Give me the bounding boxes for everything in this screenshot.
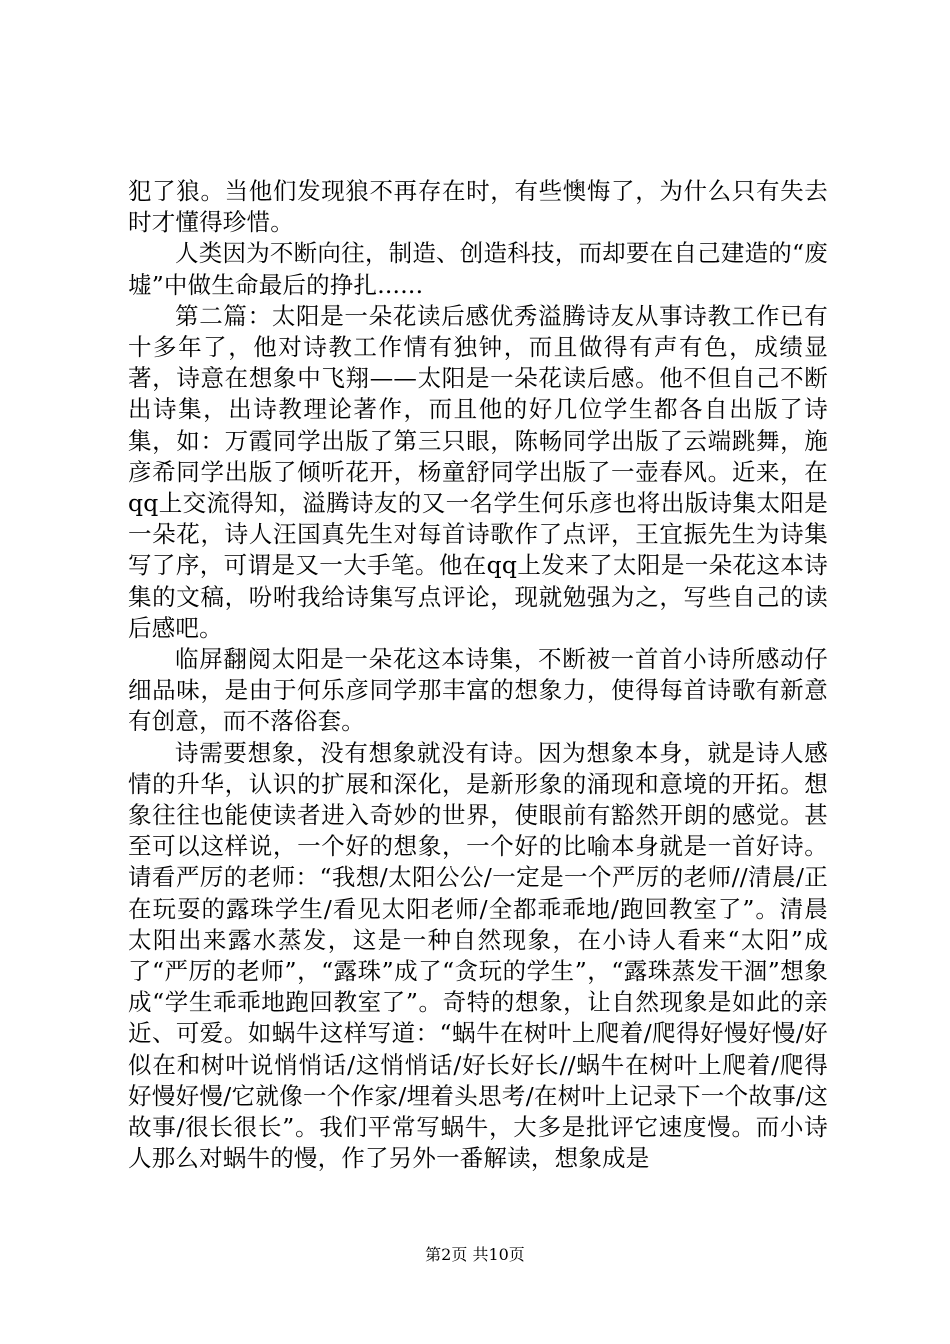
paragraph-4: 临屏翻阅太阳是一朵花这本诗集，不断被一首首小诗所感动仔细品味，是由于何乐彦同学那丰富的想象力，使得每首诗歌有新意有创意，而不落俗套。 [128, 645, 828, 736]
page-number-label: 第2页 共10页 [425, 1245, 525, 1264]
paragraph-3: 第二篇：太阳是一朵花读后感优秀溢腾诗友从事诗教工作已有十多年了，他对诗教工作情有独钟，而且做得有声有色，成绩显著，诗意在想象中飞翔——太阳是一朵花读后感。他不但自己不断出诗集，出诗教理论著作，而且他的好几位学生都各自出版了诗集，如：万霞同学出版了第三只眼，陈畅同学出版了云端跳舞，施彦希同学出版了倾听花开，杨童舒同学出版了一壶春风。近来，在qq上交流得知，溢腾诗友的又一名学生何乐彦也将出版诗集太阳是一朵花，诗人汪国真先生对每首诗歌作了点评，王宜振先生为诗集写了序，可谓是又一大手笔。他在qq上发来了太阳是一朵花这本诗集的文稿，吩咐我给诗集写点评论，现就勉强为之，写些自己的读后感吧。 [128, 301, 828, 642]
paragraph-5: 诗需要想象，没有想象就没有诗。因为想象本身，就是诗人感情的升华，认识的扩展和深化，是新形象的涌现和意境的开拓。想象往往也能使读者进入奇妙的世界，使眼前有豁然开朗的感觉。甚至可以这样说，一个好的想象，一个好的比喻本身就是一首好诗。请看严厉的老师：“我想/太阳公公/一定是一个严厉的老师//清晨/正在玩耍的露珠学生/看见太阳老师/全都乖乖地/跑回教室了”。清晨太阳出来露水蒸发，这是一种自然现象，在小诗人看来“太阳”成了“严厉的老师”，“露珠”成了“贪玩的学生”，“露珠蒸发干涸”想象成“学生乖乖地跑回教室了”。奇特的想象，让自然现象是如此的亲近、可爱。如蜗牛这样写道：“蜗牛在树叶上爬着/爬得好慢好慢/好似在和树叶说悄悄话/这悄悄话/好长好长//蜗牛在树叶上爬着/爬得好慢好慢/它就像一个作家/埋着头思考/在树叶上记录下一个故事/这故事/很长很长”。我们平常写蜗牛，大多是批评它速度慢。而小诗人那么对蜗牛的慢，作了另外一番解读，想象成是 [128, 738, 828, 1173]
page-footer [0, 1245, 950, 1265]
document-body [128, 176, 828, 1175]
paragraph-2: 人类因为不断向往，制造、创造科技，而却要在自己建造的“废墟”中做生命最后的挣扎...... [128, 239, 828, 299]
paragraph-1: 犯了狼。当他们发现狼不再存在时，有些懊悔了，为什么只有失去时才懂得珍惜。 [128, 177, 828, 237]
